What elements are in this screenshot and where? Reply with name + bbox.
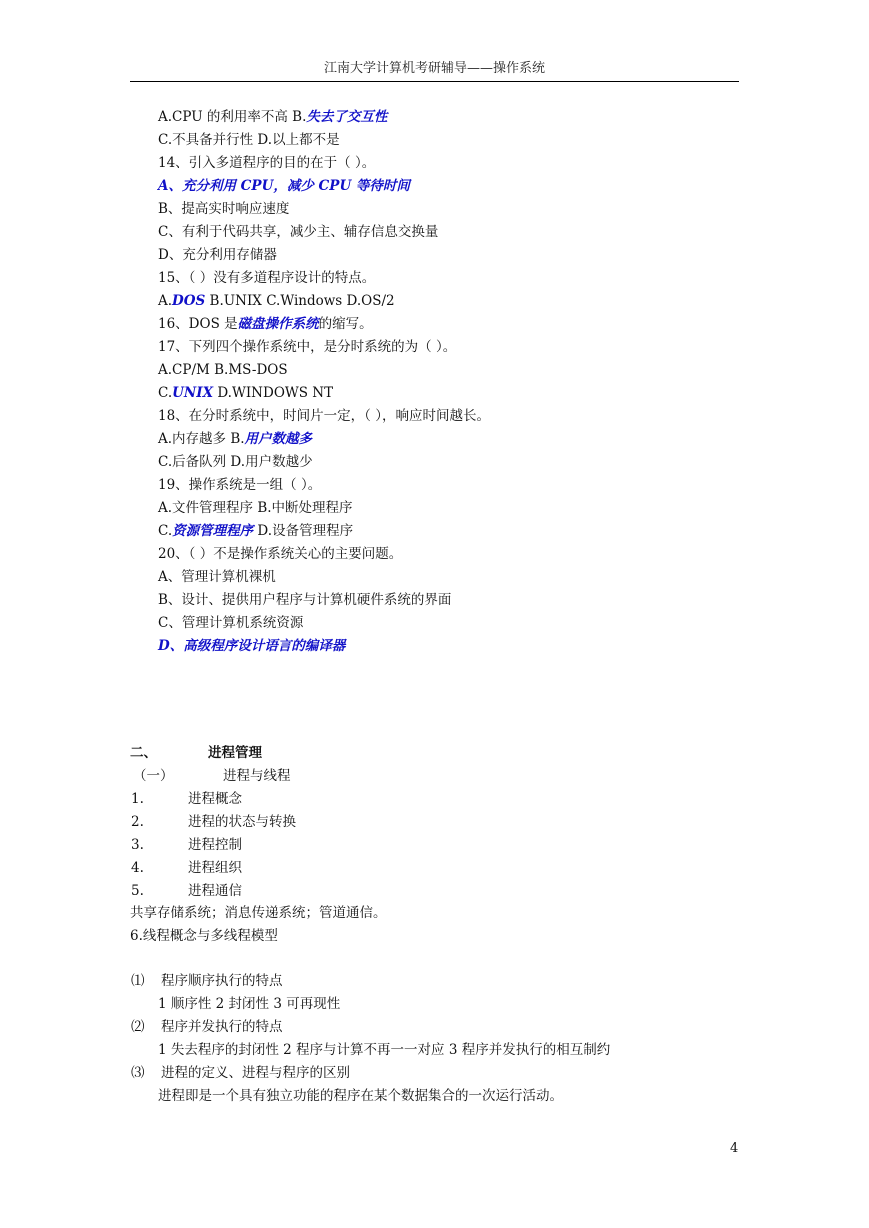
list-number: 3. — [131, 837, 144, 853]
point-title: 程序并发执行的特点 — [161, 1019, 283, 1035]
question-line — [158, 453, 313, 471]
question-text: B、设计、提供用户程序与计算机硬件系统的界面 — [158, 592, 452, 608]
question-line — [158, 223, 438, 241]
answer-text: UNIX — [172, 385, 214, 401]
question-line — [158, 637, 345, 655]
question-text: A.文件管理程序 B.中断处理程序 — [158, 500, 353, 516]
list-item-text: 进程的状态与转换 — [188, 814, 296, 830]
point-detail: 1 顺序性 2 封闭性 3 可再现性 — [158, 996, 341, 1012]
section-number: 二、 — [130, 745, 157, 761]
subsection-title: 进程与线程 — [223, 768, 291, 784]
list-number: 2. — [131, 814, 144, 830]
communication-types: 共享存储系统；消息传递系统；管道通信。 — [130, 905, 387, 921]
question-line — [158, 499, 353, 517]
question-text: 18、在分时系统中，时间片一定，（ ），响应时间越长。 — [158, 408, 490, 424]
question-line — [158, 361, 288, 379]
question-text: A.内存越多 B. — [158, 431, 245, 447]
thread-heading: 6.线程概念与多线程模型 — [130, 928, 278, 944]
question-line — [158, 292, 395, 310]
answer-text: DOS — [172, 293, 206, 309]
list-number: 5. — [131, 883, 144, 899]
list-number: 1. — [131, 791, 144, 807]
point-title: 进程的定义、进程与程序的区别 — [161, 1065, 350, 1081]
point-number: ⑵ — [131, 1019, 145, 1035]
question-line — [158, 338, 456, 356]
question-text: 14、引入多道程序的目的在于（ ）。 — [158, 155, 376, 171]
question-text: 的缩写。 — [318, 316, 373, 332]
question-text: B、提高实时响应速度 — [158, 201, 290, 217]
question-text: D、充分利用存储器 — [158, 247, 277, 263]
answer-text: D、高级程序设计语言的编译器 — [158, 638, 346, 654]
question-text: A.CP/M B.MS-DOS — [158, 362, 288, 378]
point-title: 程序顺序执行的特点 — [161, 973, 283, 989]
question-line — [158, 269, 375, 287]
question-line — [158, 315, 373, 333]
answer-text: 磁盘操作系统 — [237, 316, 319, 332]
question-text: A、管理计算机裸机 — [158, 569, 276, 585]
list-item-text: 进程组织 — [188, 860, 242, 876]
answer-text: 失去了交互性 — [306, 109, 388, 125]
question-text: 17、下列四个操作系统中，是分时系统的为（ ）。 — [158, 339, 457, 355]
question-text: A. — [158, 293, 173, 309]
list-item-text: 进程控制 — [188, 837, 242, 853]
question-text: C. — [158, 385, 173, 401]
point-detail: 1 失去程序的封闭性 2 程序与计算不再一一对应 3 程序并发执行的相互制约 — [158, 1042, 611, 1058]
section-title: 进程管理 — [208, 745, 262, 761]
question-line — [158, 200, 289, 218]
question-text: C、管理计算机系统资源 — [158, 615, 304, 631]
subsection-number: （一） — [133, 768, 174, 784]
question-text: B.UNIX C.Windows D.OS/2 — [205, 293, 395, 309]
question-line — [158, 246, 277, 264]
question-text: 15、（ ）没有多道程序设计的特点。 — [158, 270, 376, 286]
question-text: 16、DOS 是 — [158, 316, 238, 332]
answer-text: 资源管理程序 — [172, 523, 254, 539]
question-line — [158, 430, 312, 448]
question-line — [158, 131, 340, 149]
question-line — [158, 384, 333, 402]
question-text: D.设备管理程序 — [253, 523, 354, 539]
question-line — [158, 476, 321, 494]
point-number: ⑴ — [131, 973, 145, 989]
question-text: C. — [158, 523, 173, 539]
list-item-text: 进程通信 — [188, 883, 242, 899]
question-line — [158, 522, 353, 540]
point-number: ⑶ — [131, 1065, 145, 1081]
answer-text: A、充分利用 CPU，减少 CPU 等待时间 — [158, 178, 410, 194]
question-line — [158, 154, 375, 172]
question-line — [158, 568, 276, 586]
question-line — [158, 614, 303, 632]
question-text: A.CPU 的利用率不高 B. — [158, 109, 307, 125]
question-text: C.后备队列 D.用户数越少 — [158, 454, 313, 470]
list-number: 4. — [131, 860, 144, 876]
question-line — [158, 591, 451, 609]
point-detail: 进程即是一个具有独立功能的程序在某个数据集合的一次运行活动。 — [158, 1088, 563, 1104]
page-number: 4 — [730, 1141, 739, 1156]
question-line — [158, 545, 402, 563]
list-item-text: 进程概念 — [188, 791, 242, 807]
question-line — [158, 108, 387, 126]
question-text: C、有利于代码共享，减少主、辅存信息交换量 — [158, 224, 439, 240]
question-text: 19、操作系统是一组（ ）。 — [158, 477, 322, 493]
answer-text: 用户数越多 — [244, 431, 313, 447]
question-text: C.不具备并行性 D.以上都不是 — [158, 132, 340, 148]
page-header: 江南大学计算机考研辅导——操作系统 — [130, 60, 739, 82]
question-line — [158, 177, 410, 195]
question-text: D.WINDOWS NT — [213, 385, 334, 401]
question-line — [158, 407, 490, 425]
question-text: 20、（ ）不是操作系统关心的主要问题。 — [158, 546, 403, 562]
